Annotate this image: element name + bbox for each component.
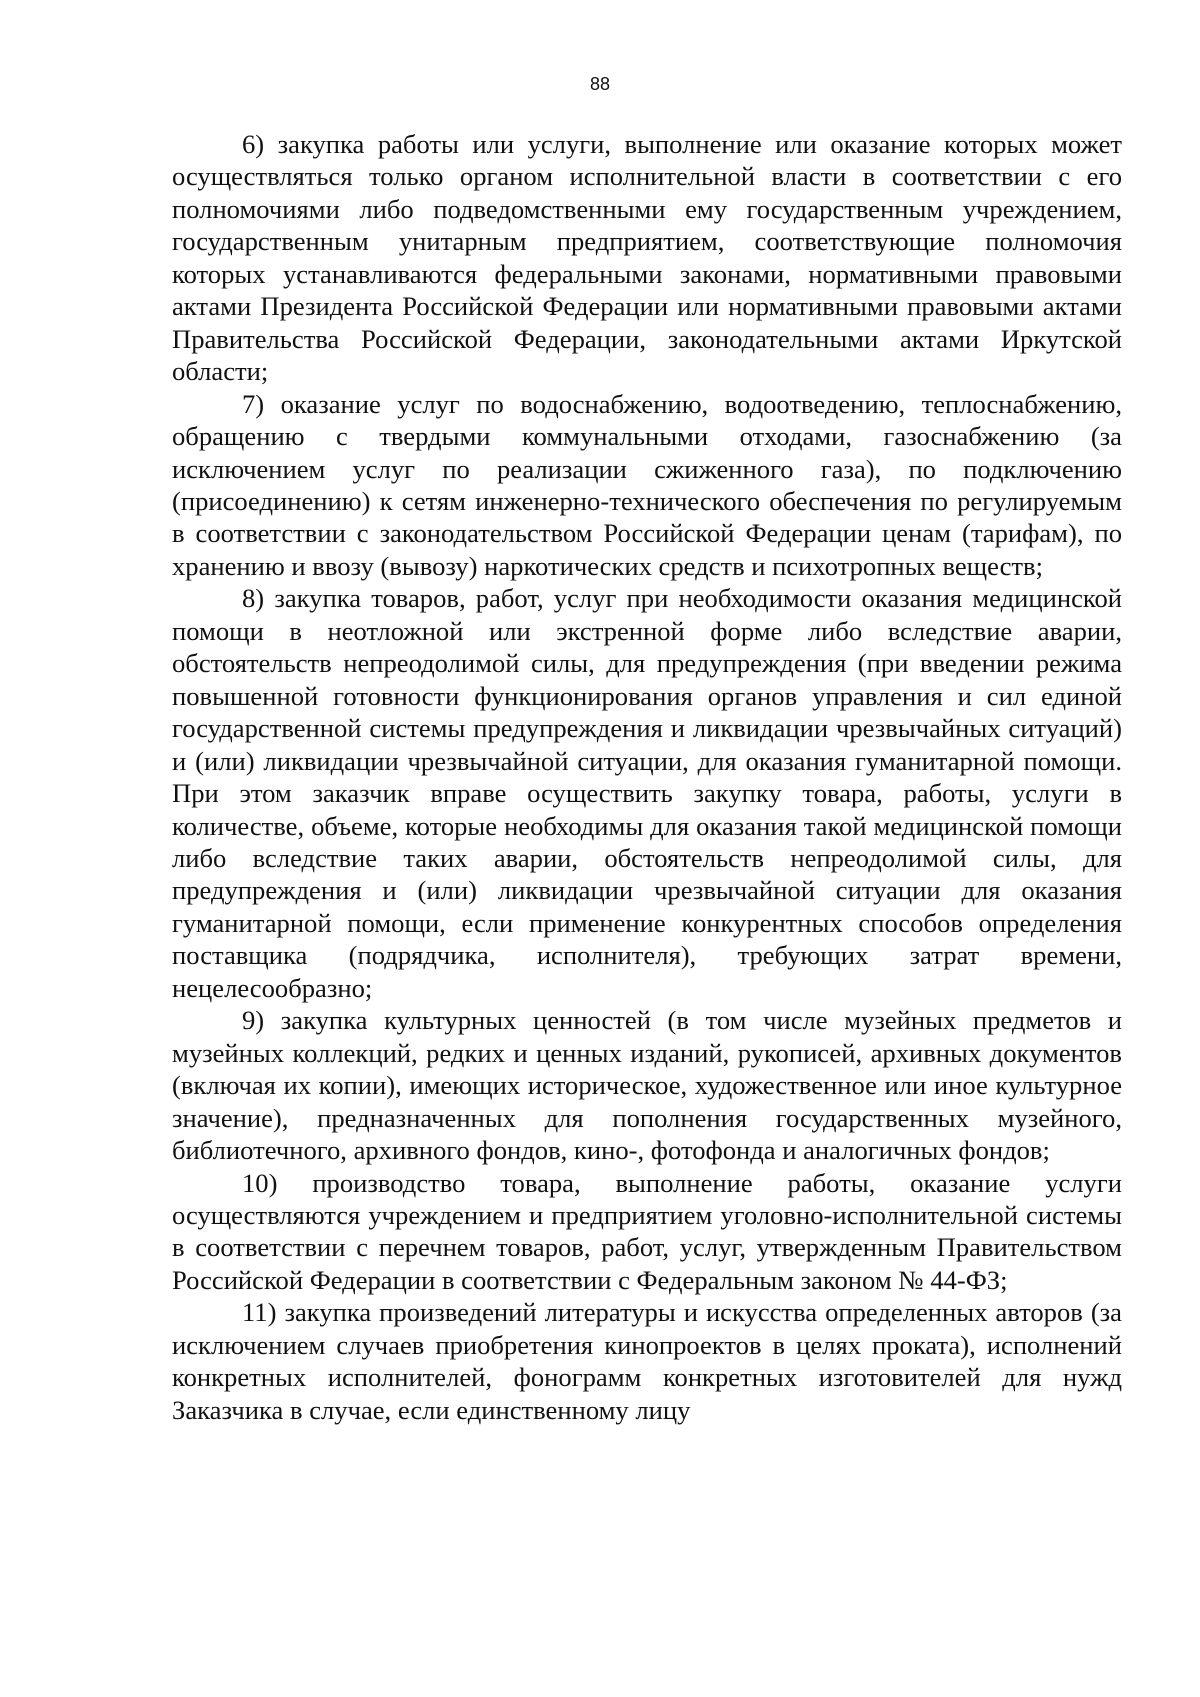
list-item-8: 8) закупка товаров, работ, услуг при необходимости оказания медицинской помощи в неотложной или экстренной форме либо вследствие аварии, обстоятельств непреодолимой силы, для предупреждения (при введении режима повышенной готовности функционирования органов управления и сил единой государственной системы предупреждения и ликвидации чрезвычайных ситуаций) и (или) ликвидации чрезвычайной ситуации, для оказания гуманитарной помощи. При этом заказчик вправе осуществить закупку товара, работы, услуги в количестве, объеме, которые необходимы для оказания такой медицинской помощи либо вследствие таких аварии, обстоятельств непреодолимой силы, для предупреждения и (или) ликвидации чрезвычайной ситуации для оказания гуманитарной помощи, если применение конкурентных способов определения поставщика (подрядчика, исполнителя), требующих затрат времени, нецелесообразно;	[172, 583, 1122, 1003]
list-item-10: 10) производство товара, выполнение работы, оказание услуги осуществляются учреждением и предприятием уголовно-исполнительной системы в соответствии с перечнем товаров, работ, услуг, утвержденным Правительством Российской Федерации в соответствии с Федеральным законом № 44-ФЗ;	[172, 1167, 1122, 1295]
list-item-11: 11) закупка произведений литературы и искусства определенных авторов (за исключением случаев приобретения кинопроектов в целях проката), исполнений конкретных исполнителей, фонограмм конкретных изготовителей для нужд Заказчика в случае, если единственному лицу	[172, 1297, 1122, 1425]
page-number: 88	[589, 74, 611, 94]
list-item-9: 9) закупка культурных ценностей (в том числе музейных предметов и музейных коллекций, редких и ценных изданий, рукописей, архивных документов (включая их копии), имеющих историческое, художественное или иное культурное значение), предназначенных для пополнения государственных музейного, библиотечного, архивного фондов, кино-, фотофонда и аналогичных фондов;	[172, 1005, 1122, 1166]
list-item-6: 6) закупка работы или услуги, выполнение или оказание которых может осуществляться только органом исполнительной власти в соответствии с его полномочиями либо подведомственными ему государственным учреждением, государственным унитарным предприятием, соответствующие полномочия которых устанавливаются федеральными законами, нормативными правовыми актами Президента Российской Федерации или нормативными правовыми актами Правительства Российской Федерации, законодательными актами Иркутской области;	[172, 129, 1122, 387]
list-item-7: 7) оказание услуг по водоснабжению, водоотведению, теплоснабжению, обращению с твердыми коммунальными отходами, газоснабжению (за исключением услуг по реализации сжиженного газа), по подключению (присоединению) к сетям инженерно-технического обеспечения по регулируемым в соответствии с законодательством Российской Федерации ценам (тарифам), по хранению и ввозу (вывозу) наркотических средств и психотропных веществ;	[172, 388, 1122, 581]
document-body	[172, 128, 1122, 1426]
